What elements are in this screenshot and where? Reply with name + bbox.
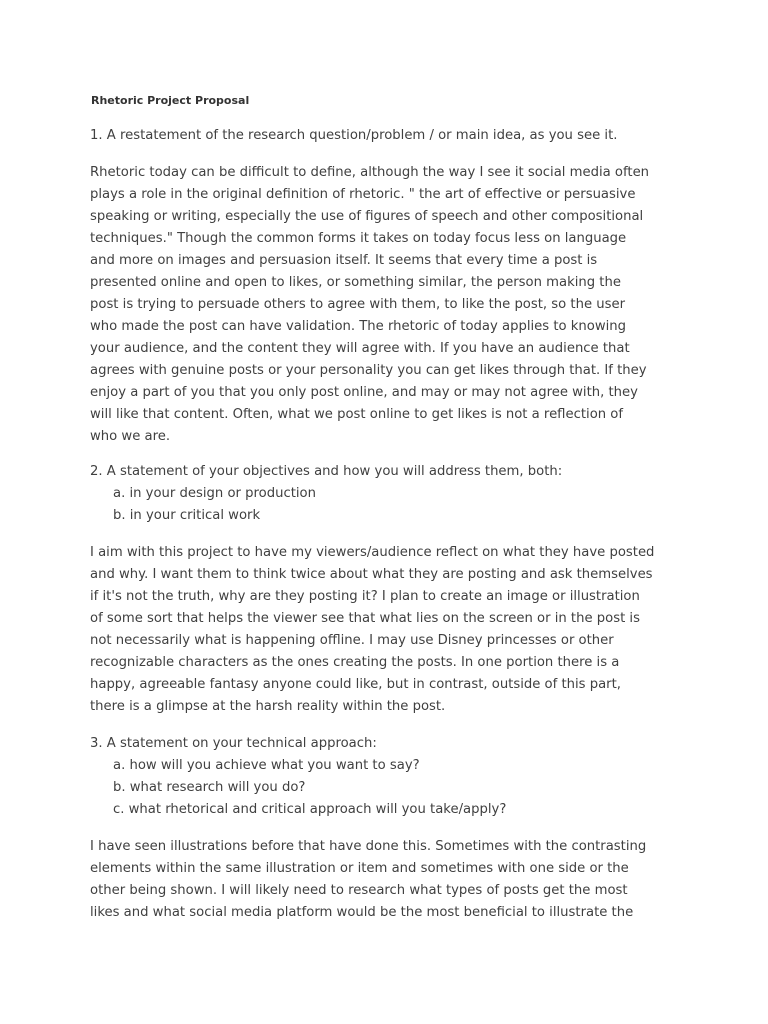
answer-line: who made the post can have validation. The rhetoric of today applies to knowing	[90, 319, 626, 334]
answer-line: likes and what social media platform would be the most beneficial to illustrate the	[90, 905, 634, 920]
answer-line: not necessarily what is happening offline. I may use Disney princesses or other	[90, 633, 614, 648]
question-2-subitem-b: b. in your critical work	[113, 508, 261, 523]
question-3-subitem-a: a. how will you achieve what you want to say?	[113, 758, 420, 773]
answer-line: your audience, and the content they will agree with. If you have an audience that	[90, 341, 630, 356]
question-3-heading: 3. A statement on your technical approach:	[90, 736, 377, 751]
answer-line: speaking or writing, especially the use of figures of speech and other compositional	[90, 209, 644, 224]
answer-line: of some sort that helps the viewer see that what lies on the screen or in the post is	[90, 611, 640, 626]
question-3-subitem-b: b. what research will you do?	[113, 780, 306, 795]
question-2-subitem-a: a. in your design or production	[113, 486, 316, 501]
answer-line: happy, agreeable fantasy anyone could like, but in contrast, outside of this part,	[90, 677, 621, 692]
answer-line: post is trying to persuade others to agree with them, to like the post, so the user	[90, 297, 626, 312]
answer-line: enjoy a part of you that you only post online, and may or may not agree with, they	[90, 385, 638, 400]
question-1-heading: 1. A restatement of the research question/problem / or main idea, as you see it.	[90, 128, 618, 143]
document-title: Rhetoric Project Proposal	[91, 94, 250, 107]
answer-line: and more on images and persuasion itself. It seems that every time a post is	[90, 253, 598, 268]
answer-line: I have seen illustrations before that have done this. Sometimes with the contrasting	[90, 839, 647, 854]
question-2-answer	[90, 542, 690, 718]
answer-line: there is a glimpse at the harsh reality within the post.	[90, 699, 446, 714]
answer-line: and why. I want them to think twice about what they are posting and ask themselves	[90, 567, 653, 582]
answer-line: Rhetoric today can be difficult to define, although the way I see it social media often	[90, 165, 650, 180]
answer-line: presented online and open to likes, or something similar, the person making the	[90, 275, 621, 290]
answer-line: I aim with this project to have my viewers/audience reflect on what they have posted	[90, 545, 655, 560]
question-1-answer	[90, 162, 690, 448]
answer-line: will like that content. Often, what we post online to get likes is not a reflection of	[90, 407, 624, 422]
answer-line: recognizable characters as the ones creating the posts. In one portion there is a	[90, 655, 620, 670]
answer-line: other being shown. I will likely need to research what types of posts get the most	[90, 883, 628, 898]
question-2-heading: 2. A statement of your objectives and how you will address them, both:	[90, 464, 563, 479]
question-3-answer	[90, 836, 690, 924]
answer-line: agrees with genuine posts or your personality you can get likes through that. If they	[90, 363, 647, 378]
answer-line: techniques." Though the common forms it takes on today focus less on language	[90, 231, 627, 246]
answer-line: plays a role in the original definition of rhetoric. " the art of effective or persuasive	[90, 187, 636, 202]
answer-line: who we are.	[90, 429, 171, 444]
answer-line: if it's not the truth, why are they posting it? I plan to create an image or illustration	[90, 589, 640, 604]
answer-line: elements within the same illustration or item and sometimes with one side or the	[90, 861, 629, 876]
question-3-subitem-c: c. what rhetorical and critical approach will you take/apply?	[113, 802, 507, 817]
